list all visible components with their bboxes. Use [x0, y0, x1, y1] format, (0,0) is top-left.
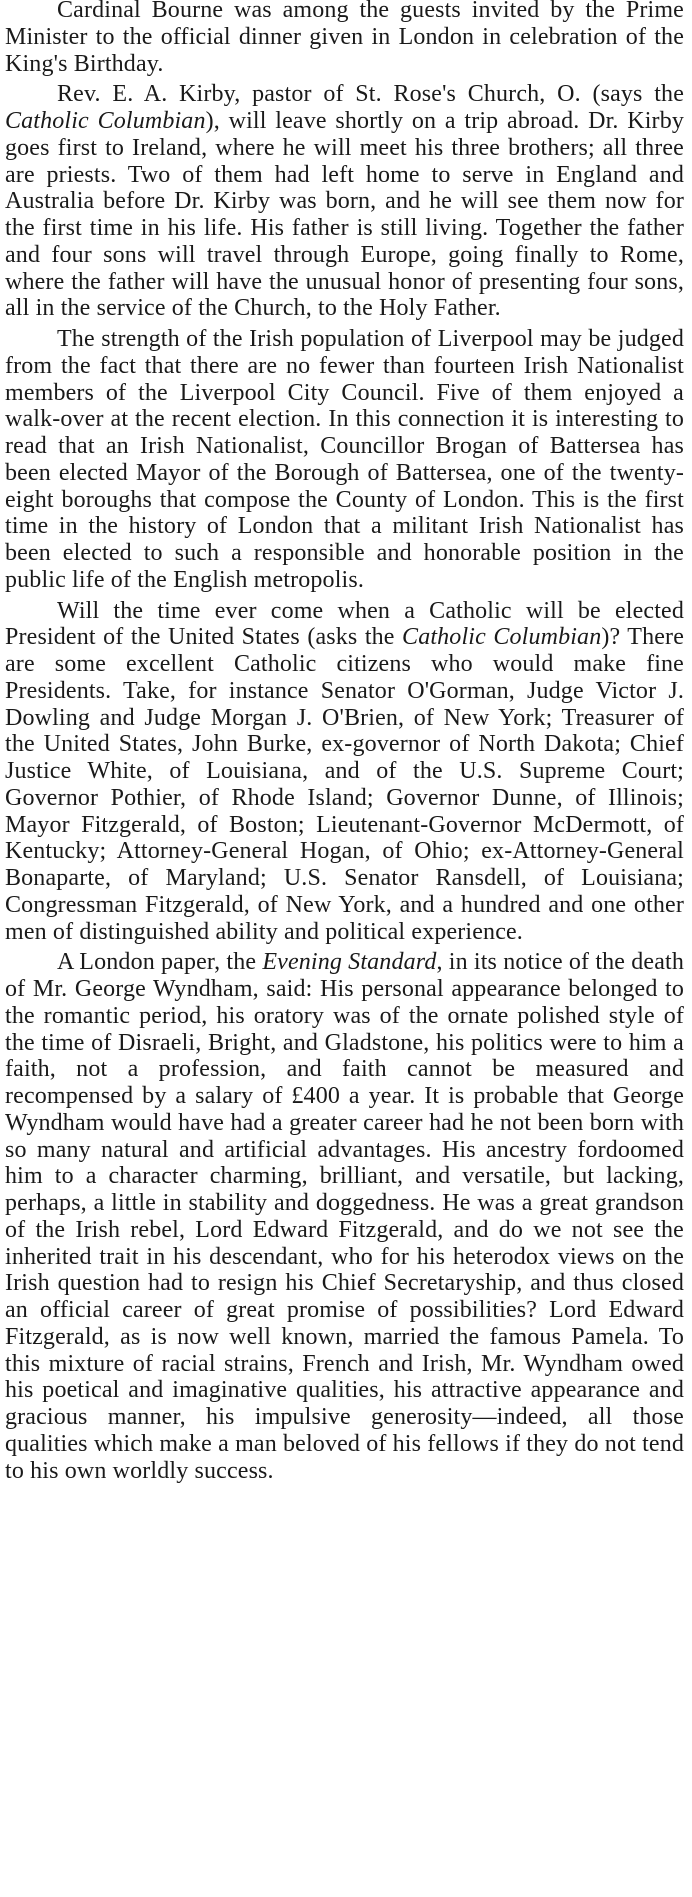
paragraph-text: , in its notice of the death of Mr. George Wyndham, said: His personal appearance belonged to the romantic period, his oratory was of the ornate polished style of the time of Disraeli, Bright, and Gladstone, his politics were to him a faith, not a profession, and faith cannot be measured and recompensed by a salary of £400 a year. It is probable that George Wyndham would have had a greater career had he not been born with so many natural and artificial advantages. His ancestry fordoomed him to a character charming, brilliant, and versatile, but lacking, perhaps, a little in stability and doggedness. He was a great grandson of the Irish rebel, Lord Edward Fitzgerald, and do we not see the inherited trait in his descendant, who for his heterodox views on the Irish question had to resign his Chief Secretaryship, and thus closed an official career of great promise of possibilities? Lord Edward Fitzgerald, as is now well known, married the famous Pamela. To this mixture of racial strains, French and Irish, Mr. Wyndham owed his poetical and imaginative qualities, his attractive appearance and gracious manner, his impulsive generosity—indeed, all those qualities which make a man beloved of his fellows if they do not tend to his own worldly success. — [5, 949, 684, 1484]
publication-title: Evening Standard — [262, 949, 437, 976]
paragraph-text: Will the time ever come when a Catholic will be elected President of the United States (asks the — [5, 597, 684, 651]
paragraph-text: )? There are some excellent Catholic citizens who would make fine Presidents. Take, for instance Senator O'Gorman, Judge Victor J. Dowling and Judge Morgan J. O'Brien, of New York; Treasurer of the United States, John Burke, ex-governor of North Dakota; Chief Justice White, of Louisiana, and of the U.S. Supreme Court; Governor Pothier, of Rhode Island; Governor Dunne, of Illinois; Mayor Fitzgerald, of Boston; Lieutenant-Governor McDermott, of Kentucky; Attorney-General Hogan, of Ohio; ex-Attorney-General Bonaparte, of Maryland; U.S. Senator Ransdell, of Louisiana; Congressman Fitzgerald, of New York, and a hundred and one other men of distinguished ability and political experience. — [5, 624, 685, 945]
paragraph-text: A London paper, the — [57, 949, 263, 976]
paragraph-cardinal-bourne — [5, 0, 684, 77]
publication-title: Catholic Columbian — [5, 108, 206, 134]
paragraph-catholic-president — [5, 598, 684, 946]
paragraph-text: Cardinal Bourne was among the guests invited by the Prime Minister to the official dinner given in London in celebration of the King's Birthday. — [5, 0, 684, 77]
paragraph-liverpool — [5, 326, 684, 594]
paragraph-text: Rev. E. A. Kirby, pastor of St. Rose's Church, O. (says the — [57, 81, 684, 108]
publication-title: Catholic Columbian — [402, 624, 602, 651]
paragraph-rev-kirby — [5, 81, 684, 322]
paragraph-text: ), will leave shortly on a trip abroad. Dr. Kirby goes first to Ireland, where he will meet his three brothers; all three are priests. Two of them had left home to serve in England and Australia before Dr. Kirby was born, and he will see them now for the first time in his life. His father is still living. Together the father and four sons will travel through Europe, going finally to Rome, where the father will have the unusual honor of presenting four sons, all in the service of the Church, to the Holy Father. — [5, 108, 684, 322]
paragraph-text: The strength of the Irish population of Liverpool may be judged from the fact that there are no fewer than fourteen Irish Nationalist members of the Liverpool City Council. Five of them enjoyed a walk-over at the recent election. In this connection it is interesting to read that an Irish Nationalist, Councillor Brogan of Battersea has been elected Mayor of the Borough of Battersea, one of the twenty-eight boroughs that compose the County of London. This is the first time in the history of London that a militant Irish Nationalist has been elected to such a responsible and honorable position in the public life of the English metropolis. — [5, 326, 684, 593]
paragraph-george-wyndham — [5, 949, 684, 1484]
